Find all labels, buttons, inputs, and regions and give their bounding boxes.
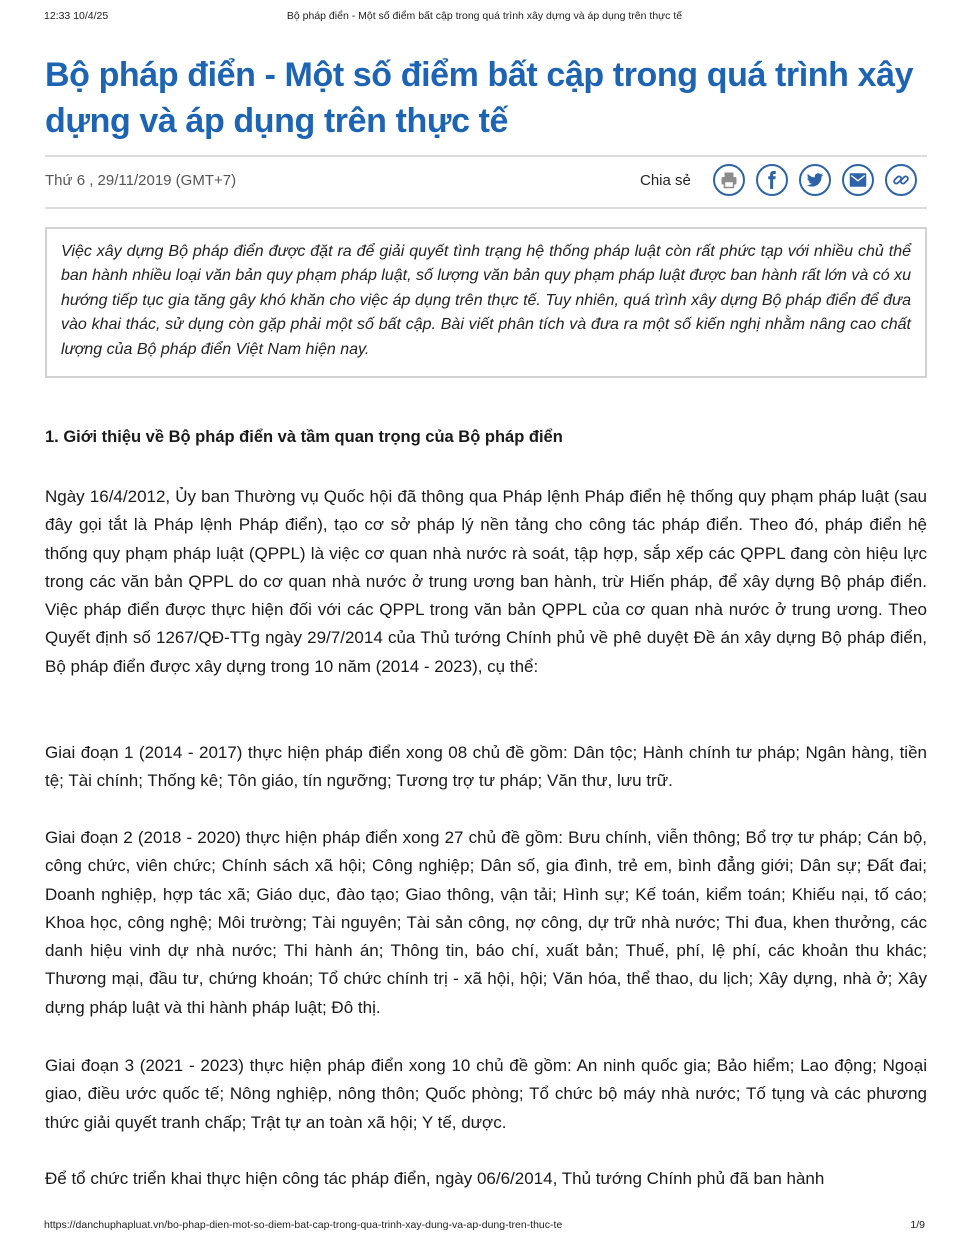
print-button[interactable] xyxy=(713,164,745,196)
print-datetime: 12:33 10/4/25 xyxy=(44,10,109,22)
body-paragraph: Giai đoạn 3 (2021 - 2023) thực hiện pháp điển xong 10 chủ đề gồm: An ninh quốc gia; Bảo hiểm; Lao động; Ngoại giao, điều ước quốc tế; Nông nghiệp, nông thôn; Quốc phòng; Tổ chức bộ máy nhà nước; Tố tụng và các phương thức giải quyết tranh chấp; Trật tự an toàn xã hội; Y tế, dược. xyxy=(45,1056,927,1132)
article-date: Thứ 6 , 29/11/2019 (GMT+7) xyxy=(45,172,237,189)
print-footer xyxy=(44,1219,925,1233)
divider-top xyxy=(45,155,927,157)
link-icon xyxy=(892,171,910,189)
twitter-share-button[interactable] xyxy=(799,164,831,196)
print-header xyxy=(44,10,925,24)
email-icon xyxy=(849,171,867,189)
print-icon xyxy=(720,171,738,189)
twitter-icon xyxy=(806,171,824,189)
email-share-button[interactable] xyxy=(842,164,874,196)
section-heading: 1. Giới thiệu về Bộ pháp điển và tầm quan trọng của Bộ pháp điển xyxy=(45,428,563,446)
print-page-title: Bộ pháp điển - Một số điểm bất cập trong quá trình xây dựng và áp dụng trên thực tế xyxy=(286,10,683,22)
article-title: Bộ pháp điển - Một số điểm bất cập trong quá trình xây dựng và áp dụng trên thực tế xyxy=(45,56,914,140)
copy-link-button[interactable] xyxy=(885,164,917,196)
body-paragraph: Giai đoạn 2 (2018 - 2020) thực hiện pháp điển xong 27 chủ đề gồm: Bưu chính, viễn thông; Bổ trợ tư pháp; Cán bộ, công chức, viên chức; Chính sách xã hội; Công nghiệp; Dân số, gia đình, trẻ em, bình đẳng giới; Dân sự; Đất đai; Doanh nghiệp, hợp tác xã; Giáo dục, đào tạo; Giao thông, vận tải; Hình sự; Kế toán, kiểm toán; Khiếu nại, tố cáo; Khoa học, công nghệ; Môi trường; Tài nguyên; Tài sản công, nợ công, dự trữ nhà nước; Thi đua, khen thưởng, các danh hiệu vinh dự nhà nước; Thi hành án; Thông tin, báo chí, xuất bản; Thuế, phí, lệ phí, các khoản thu khác; Thương mại, đầu tư, chứng khoán; Tổ chức chính trị - xã hội, hội; Văn hóa, thể thao, du lịch; Xây dựng, nhà ở; Xây dựng pháp luật và thi hành pháp luật; Đô thị. xyxy=(45,828,927,1017)
divider-bottom xyxy=(45,207,927,209)
share-label: Chia sẻ xyxy=(640,172,691,189)
facebook-share-button[interactable] xyxy=(756,164,788,196)
page-number: 1/9 xyxy=(910,1219,925,1231)
body-paragraph: Giai đoạn 1 (2014 - 2017) thực hiện pháp điển xong 08 chủ đề gồm: Dân tộc; Hành chính tư pháp; Ngân hàng, tiền tệ; Tài chính; Thống kê; Tôn giáo, tín ngưỡng; Tương trợ tư pháp; Văn thư, lưu trữ. xyxy=(45,743,927,791)
article-summary-box xyxy=(45,227,927,378)
body-paragraph: Để tổ chức triển khai thực hiện công tác pháp điển, ngày 06/6/2014, Thủ tướng Chính phủ đã ban hành xyxy=(45,1169,825,1188)
body-paragraph: Ngày 16/4/2012, Ủy ban Thường vụ Quốc hội đã thông qua Pháp lệnh Pháp điển hệ thống quy phạm pháp luật (sau đây gọi tắt là Pháp lệnh Pháp điển), tạo cơ sở pháp lý nền tảng cho công tác pháp điển. Theo đó, pháp điển hệ thống quy phạm pháp luật (QPPL) là việc cơ quan nhà nước rà soát, tập hợp, sắp xếp các QPPL đang còn hiệu lực trong các văn bản QPPL do cơ quan nhà nước ở trung ương ban hành, trừ Hiến pháp, để xây dựng Bộ pháp điển. Việc pháp điển được thực hiện đối với các QPPL trong văn bản QPPL của cơ quan nhà nước ở trung ương. Theo Quyết định số 1267/QĐ-TTg ngày 29/7/2014 của Thủ tướng Chính phủ về phê duyệt Đề án xây dựng Bộ pháp điển, Bộ pháp điển được xây dựng trong 10 năm (2014 - 2023), cụ thể: xyxy=(45,487,927,676)
facebook-icon xyxy=(763,171,781,189)
page-url: https://danchuphapluat.vn/bo-phap-dien-mot-so-diem-bat-cap-trong-qua-trinh-xay-dung-va-ap-dung-tren-thuc-te xyxy=(44,1219,563,1231)
article-summary: Việc xây dựng Bộ pháp điển được đặt ra để giải quyết tình trạng hệ thống pháp luật còn rất phức tạp với nhiều chủ thể ban hành nhiều loại văn bản quy phạm pháp luật, số lượng văn bản quy phạm pháp luật được ban hành rất lớn và có xu hướng tiếp tục gia tăng gây khó khăn cho việc áp dụng trên thực tế. Tuy nhiên, quá trình xây dựng Bộ pháp điển để đưa vào khai thác, sử dụng còn gặp phải một số bất cập. Bài viết phân tích và đưa ra một số kiến nghị nhằm nâng cao chất lượng của Bộ pháp điển Việt Nam hiện nay. xyxy=(61,243,911,358)
